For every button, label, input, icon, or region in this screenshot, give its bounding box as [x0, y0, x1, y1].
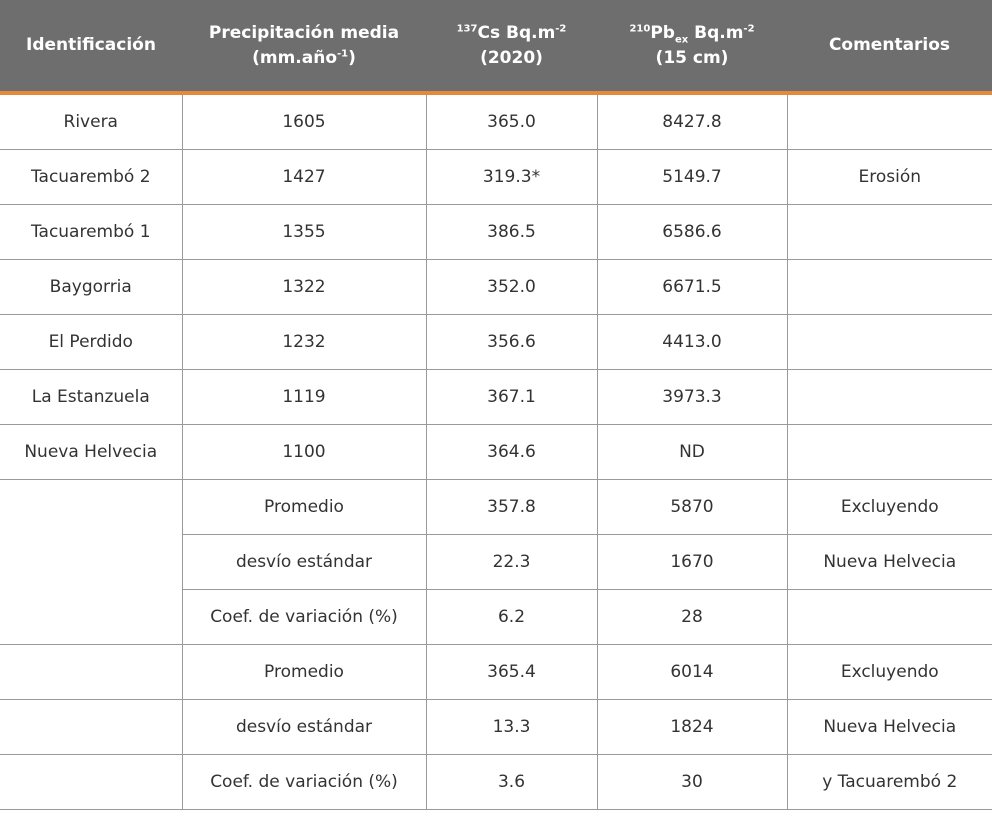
cell-cs: 352.0	[426, 260, 597, 315]
cell-stat-label: desvío estándar	[182, 700, 426, 755]
cell-pb: 6671.5	[597, 260, 787, 315]
cell-comment: Nueva Helvecia	[787, 535, 992, 590]
table-row	[0, 260, 992, 315]
cell-comment: Erosión	[787, 150, 992, 205]
cell-pb: 5870	[597, 480, 787, 535]
cell-cs: 365.4	[426, 645, 597, 700]
cell-blank	[0, 645, 182, 700]
stats-row	[0, 700, 992, 755]
table-row	[0, 370, 992, 425]
cell-cs: 367.1	[426, 370, 597, 425]
stats-row	[0, 645, 992, 700]
cell-precip: 1605	[182, 93, 426, 150]
header-cs137: $^{137}$Cs $Bq.m^{-2}$ (2020)	[426, 0, 597, 93]
cell-comment: Excluyendo	[787, 645, 992, 700]
cell-pb: 5149.7	[597, 150, 787, 205]
cell-cs: 356.6	[426, 315, 597, 370]
cell-comment: Nueva Helvecia	[787, 700, 992, 755]
header-pb210: $^{210}Pb_{ex}$ $Bq.m^{-2}$ (15 cm)	[597, 0, 787, 93]
cell-precip: 1100	[182, 425, 426, 480]
table-row	[0, 205, 992, 260]
header-precipitacion: Precipitación media (mm.año$^{-1}$)	[182, 0, 426, 93]
table-row	[0, 315, 992, 370]
header-identificacion: Identificación	[0, 0, 182, 93]
cell-precip: 1355	[182, 205, 426, 260]
cell-id: Nueva Helvecia	[0, 425, 182, 480]
cell-comment	[787, 370, 992, 425]
cell-cs: 22.3	[426, 535, 597, 590]
cell-pb: 1670	[597, 535, 787, 590]
cell-id: Rivera	[0, 93, 182, 150]
cell-precip: 1232	[182, 315, 426, 370]
cell-cs: 319.3*	[426, 150, 597, 205]
cell-pb: 6586.6	[597, 205, 787, 260]
cell-stat-label: Promedio	[182, 645, 426, 700]
cell-cs: 13.3	[426, 700, 597, 755]
cell-precip: 1119	[182, 370, 426, 425]
stats-row	[0, 755, 992, 810]
cell-stat-label: Coef. de variación (%)	[182, 755, 426, 810]
cell-stat-label: desvío estándar	[182, 535, 426, 590]
cell-comment	[787, 260, 992, 315]
header-comentarios: Comentarios	[787, 0, 992, 93]
cell-precip: 1427	[182, 150, 426, 205]
cell-pb: 8427.8	[597, 93, 787, 150]
stats-row	[0, 480, 992, 535]
cell-pb: 4413.0	[597, 315, 787, 370]
header-row	[0, 0, 992, 93]
cell-pb: 30	[597, 755, 787, 810]
cell-id: Tacuarembó 2	[0, 150, 182, 205]
cell-pb: 1824	[597, 700, 787, 755]
cell-comment	[787, 590, 992, 645]
cell-blank	[0, 755, 182, 810]
cell-pb: 6014	[597, 645, 787, 700]
cell-precip: 1322	[182, 260, 426, 315]
cell-comment	[787, 315, 992, 370]
cell-id: La Estanzuela	[0, 370, 182, 425]
cell-cs: 3.6	[426, 755, 597, 810]
cell-pb: ND	[597, 425, 787, 480]
table-row	[0, 425, 992, 480]
cell-comment	[787, 425, 992, 480]
table-body	[0, 93, 992, 810]
cell-comment: Excluyendo	[787, 480, 992, 535]
cell-comment	[787, 205, 992, 260]
cell-id: El Perdido	[0, 315, 182, 370]
cell-cs: 6.2	[426, 590, 597, 645]
cell-cs: 357.8	[426, 480, 597, 535]
cell-cs: 365.0	[426, 93, 597, 150]
cell-cs: 364.6	[426, 425, 597, 480]
cell-stat-label: Promedio	[182, 480, 426, 535]
cell-id: Baygorria	[0, 260, 182, 315]
cell-comment: y Tacuarembó 2	[787, 755, 992, 810]
cell-stat-label: Coef. de variación (%)	[182, 590, 426, 645]
stats-group-1-blank	[0, 480, 182, 645]
cell-pb: 28	[597, 590, 787, 645]
cell-pb: 3973.3	[597, 370, 787, 425]
table-header	[0, 0, 992, 93]
cell-blank	[0, 700, 182, 755]
cell-cs: 386.5	[426, 205, 597, 260]
table-row	[0, 93, 992, 150]
table-row	[0, 150, 992, 205]
cell-id: Tacuarembó 1	[0, 205, 182, 260]
cell-comment	[787, 93, 992, 150]
